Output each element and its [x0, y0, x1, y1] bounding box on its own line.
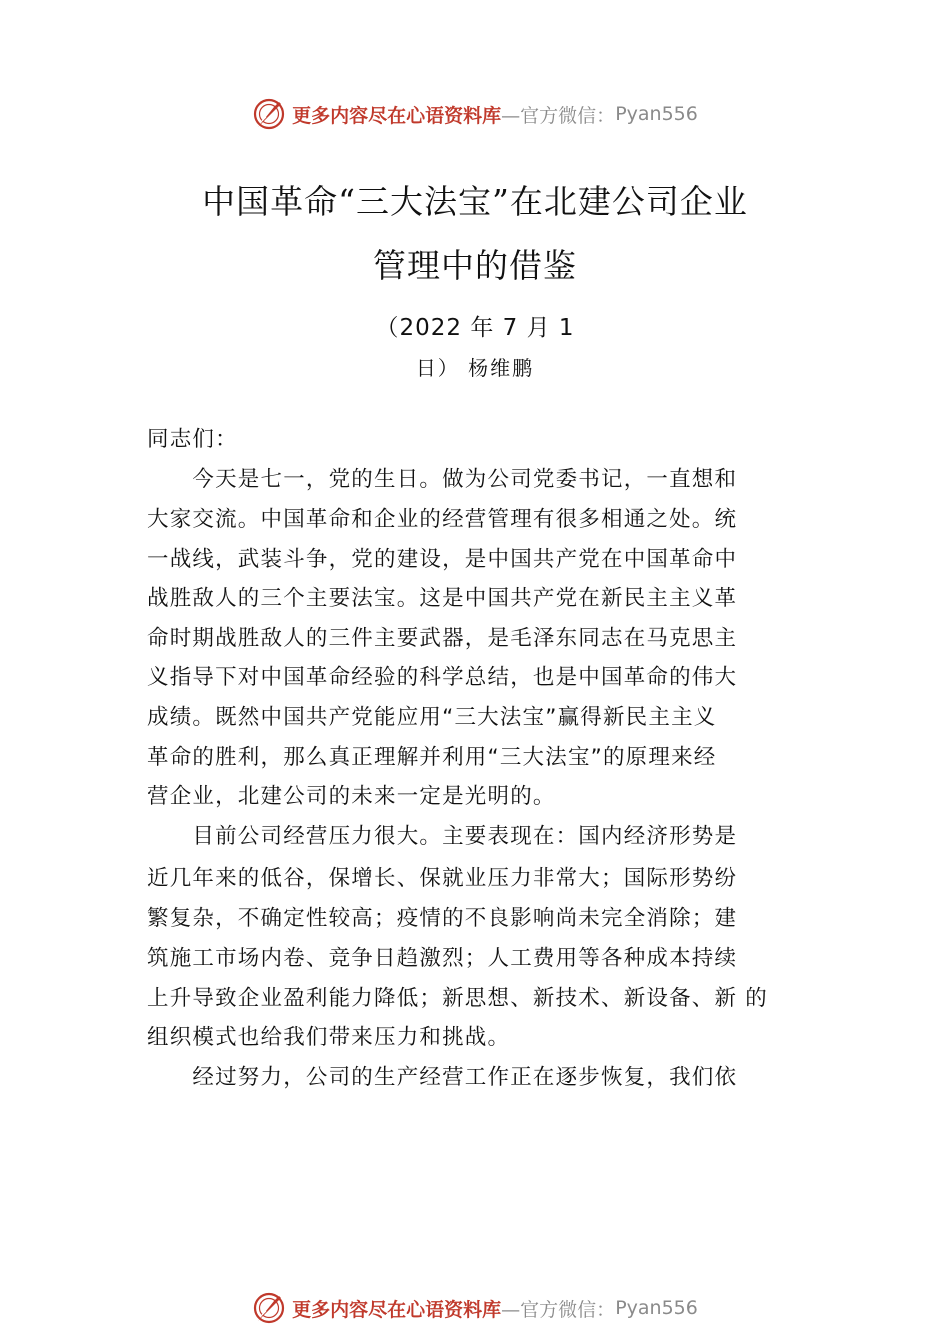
banner-library-text: 更多内容尽在心语资料库 — [292, 104, 502, 127]
body-line: 繁复杂，不确定性较高；疫情的不良影响尚未完全消除；建 — [147, 906, 738, 931]
banner-wechat-id: Pyan556 — [615, 1297, 698, 1319]
body-line: 近几年来的低谷，保增长、保就业压力非常大；国际形势纷 — [147, 866, 738, 891]
body-line: 大家交流。中国革命和企业的经营管理有很多相通之处。统 — [147, 507, 738, 532]
body-line: 命时期战胜敌人的三件主要武器，是毛泽东同志在马克思主 — [147, 626, 738, 651]
body-line: 经过努力，公司的生产经营工作正在逐步恢复，我们依 — [147, 1065, 738, 1090]
body-line: 目前公司经营压力很大。主要表现在：国内经济形势是 — [147, 824, 738, 849]
banner-wechat-label: —官方微信： — [501, 1298, 616, 1321]
body-line: 今天是七一，党的生日。做为公司党委书记，一直想和 — [147, 467, 738, 492]
banner-wechat-id: Pyan556 — [615, 103, 698, 125]
document-date-line-1: （2022 年 7 月 1 — [375, 315, 575, 341]
footer-banner — [0, 1288, 950, 1328]
body-line: 一战线，武装斗争，党的建设，是中国共产党在中国革命中 — [147, 547, 738, 572]
fountain-pen-logo-icon — [252, 97, 286, 131]
document-title-line-1: 中国革命“三大法宝”在北建公司企业 — [202, 182, 748, 221]
salutation: 同志们： — [147, 427, 238, 452]
body-line: 革命的胜利，那么真正理解并利用“三大法宝”的原理来经 — [147, 745, 717, 770]
body-line: 成绩。既然中国共产党能应用“三大法宝”赢得新民主主义 — [147, 705, 717, 730]
body-line: 上升导致企业盈利能力降低；新思想、新技术、新设备、新 的 — [147, 986, 768, 1011]
document-date-author-line: 日） 杨维鹏 — [415, 356, 535, 380]
body-line: 义指导下对中国革命经验的科学总结，也是中国革命的伟大 — [147, 665, 738, 690]
body-line: 组织模式也给我们带来压力和挑战。 — [147, 1025, 511, 1050]
fountain-pen-logo-icon — [252, 1291, 286, 1325]
document-title-line-2: 管理中的借鉴 — [373, 246, 577, 285]
body-line: 战胜敌人的三个主要法宝。这是中国共产党在新民主主义革 — [147, 586, 738, 611]
banner-library-text: 更多内容尽在心语资料库 — [292, 1298, 502, 1321]
body-line: 营企业，北建公司的未来一定是光明的。 — [147, 784, 556, 809]
header-banner — [0, 94, 950, 134]
body-line: 筑施工市场内卷、竞争日趋激烈；人工费用等各种成本持续 — [147, 946, 738, 971]
banner-wechat-label: —官方微信： — [501, 104, 616, 127]
